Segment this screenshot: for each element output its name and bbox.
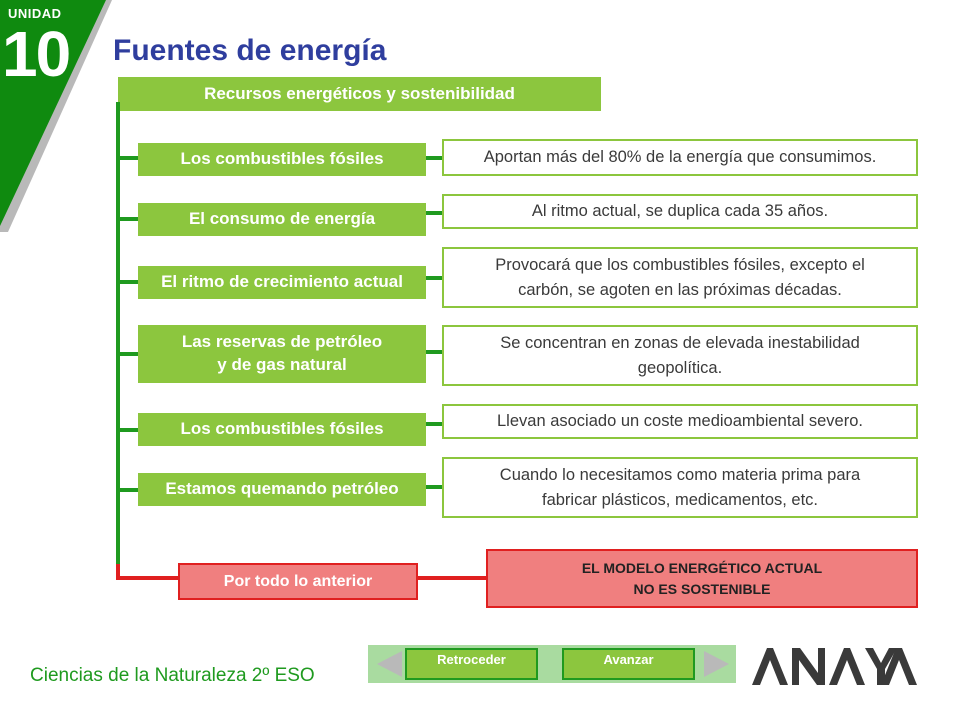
back-button[interactable]: Retroceder	[405, 648, 538, 680]
left-node-4-text-line1: Las reservas de petróleo	[181, 332, 383, 352]
right-node-5	[442, 404, 918, 439]
right-node-6	[442, 457, 918, 518]
left-node-2	[138, 203, 426, 236]
conclusion-right-line2: NO ES SOSTENIBLE	[633, 580, 771, 597]
left-node-4-text-line2: y de gas natural	[217, 355, 347, 374]
right-node-3-text-line2: carbón, se agoten en las próximas décadas.	[518, 280, 842, 299]
diagram-trunk-line	[116, 102, 120, 567]
right-node-1-text: Aportan más del 80% de la energía que consumimos.	[483, 148, 877, 167]
conclusion-right-node	[486, 549, 918, 608]
connector-left-5	[116, 428, 138, 432]
right-node-2-text: Al ritmo actual, se duplica cada 35 años.	[531, 202, 829, 221]
connector-left-2	[116, 217, 138, 221]
right-node-4-text-line2: geopolítica.	[637, 358, 723, 377]
right-node-2	[442, 194, 918, 229]
right-node-4	[442, 325, 918, 386]
left-node-1	[138, 143, 426, 176]
left-node-6	[138, 473, 426, 506]
page-title: Fuentes de energía	[113, 34, 387, 67]
diagram-root-node: Recursos energéticos y sostenibilidad	[118, 77, 601, 111]
left-node-1-text: Los combustibles fósiles	[180, 149, 384, 169]
unit-number: 10	[2, 18, 70, 90]
connector-left-4	[116, 352, 138, 356]
right-node-5-text: Llevan asociado un coste medioambiental severo.	[497, 412, 863, 431]
connector-left-3	[116, 280, 138, 284]
left-node-2-text: El consumo de energía	[188, 209, 376, 229]
right-arrow-icon[interactable]	[702, 649, 732, 679]
connector-left-6	[116, 488, 138, 492]
left-node-6-text: Estamos quemando petróleo	[165, 479, 399, 499]
next-button[interactable]: Avanzar	[562, 648, 695, 680]
connector-right-5	[426, 422, 442, 426]
left-node-5-text: Los combustibles fósiles	[180, 419, 384, 439]
connector-right-conclusion	[418, 576, 486, 580]
connector-right-6	[426, 485, 442, 489]
course-name: Ciencias de la Naturaleza 2º ESO	[30, 665, 315, 686]
connector-left-conclusion	[116, 576, 178, 580]
unit-label: UNIDAD	[8, 6, 62, 21]
right-node-6-text-line2: fabricar plásticos, medicamentos, etc.	[541, 490, 819, 509]
left-node-5	[138, 413, 426, 446]
connector-right-4	[426, 350, 442, 354]
conclusion-right-line1: EL MODELO ENERGÉTICO ACTUAL	[581, 560, 823, 577]
connector-left-1	[116, 156, 138, 160]
right-node-6-text-line1: Cuando lo necesitamos como materia prima para	[499, 465, 861, 484]
connector-right-2	[426, 211, 442, 215]
left-node-3-text: El ritmo de crecimiento actual	[161, 272, 403, 292]
right-node-4-text-line1: Se concentran en zonas de elevada inestabilidad	[500, 333, 860, 352]
anaya-logo	[752, 645, 917, 689]
conclusion-left-node	[178, 563, 418, 600]
left-node-4	[138, 325, 426, 383]
right-node-3	[442, 247, 918, 308]
connector-right-1	[426, 156, 442, 160]
right-node-1	[442, 139, 918, 176]
left-node-3	[138, 266, 426, 299]
connector-right-3	[426, 276, 442, 280]
left-arrow-icon[interactable]	[374, 649, 404, 679]
right-node-3-text-line1: Provocará que los combustibles fósiles, excepto el	[495, 255, 865, 274]
conclusion-left-text: Por todo lo anterior	[223, 572, 373, 590]
